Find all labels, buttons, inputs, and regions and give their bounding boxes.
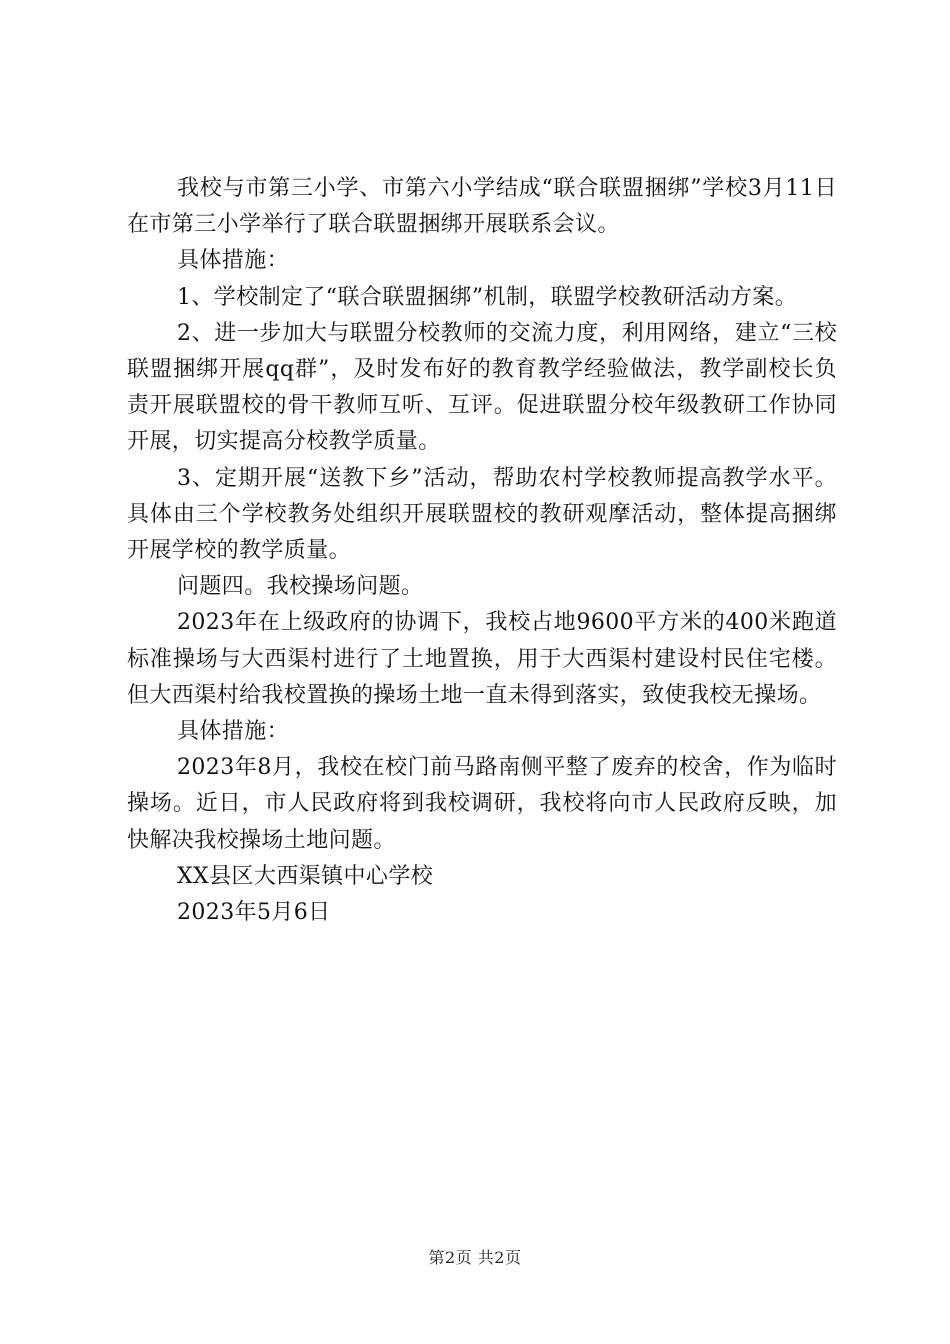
page-number-footer: 第2页 共2页 [428, 1248, 522, 1267]
paragraph-measures-heading-2: 具体措施： [177, 719, 290, 745]
document-body [127, 171, 837, 931]
paragraph-playground-measure: 2023年8月，我校在校门前马路南侧平整了废弃的校舍，作为临时操场。近日，市人民政府将到我校调研，我校将向市人民政府反映，加快解决我校操场土地问题。 [127, 755, 837, 853]
paragraph-measure-1: 1、学校制定了“联合联盟捆绑”机制，联盟学校教研活动方案。 [177, 284, 798, 310]
paragraph-alliance-meeting: 我校与市第三小学、市第六小学结成“联合联盟捆绑”学校3月11日在市第三小学举行了联合联盟捆绑开展联系会议。 [127, 176, 837, 238]
paragraph-problem-four: 问题四。我校操场问题。 [177, 574, 424, 600]
paragraph-playground-issue: 2023年在上级政府的协调下，我校占地9600平方米的400米跑道标准操场与大西渠村进行了土地置换，用于大西渠村建设村民住宅楼。但大西渠村给我校置换的操场土地一直未得到落实，致使我校无操场。 [127, 610, 837, 708]
paragraph-measure-3: 3、定期开展“送教下乡”活动，帮助农村学校教师提高教学水平。具体由三个学校教务处组织开展联盟校的教研观摩活动，整体提高捆绑开展学校的教学质量。 [127, 465, 837, 564]
signature-school: XX县区大西渠镇中心学校 [177, 863, 434, 889]
paragraph-measures-heading-1: 具体措施： [177, 248, 290, 274]
paragraph-measure-2: 2、进一步加大与联盟分校教师的交流力度，利用网络，建立“三校联盟捆绑开展qq群”，及时发布好的教育教学经验做法，教学副校长负责开展联盟校的骨干教师互听、互评。促进联盟分校年级教研工作协同开展，切实提高分校教学质量。 [127, 320, 837, 455]
signature-date: 2023年5月6日 [177, 900, 331, 926]
